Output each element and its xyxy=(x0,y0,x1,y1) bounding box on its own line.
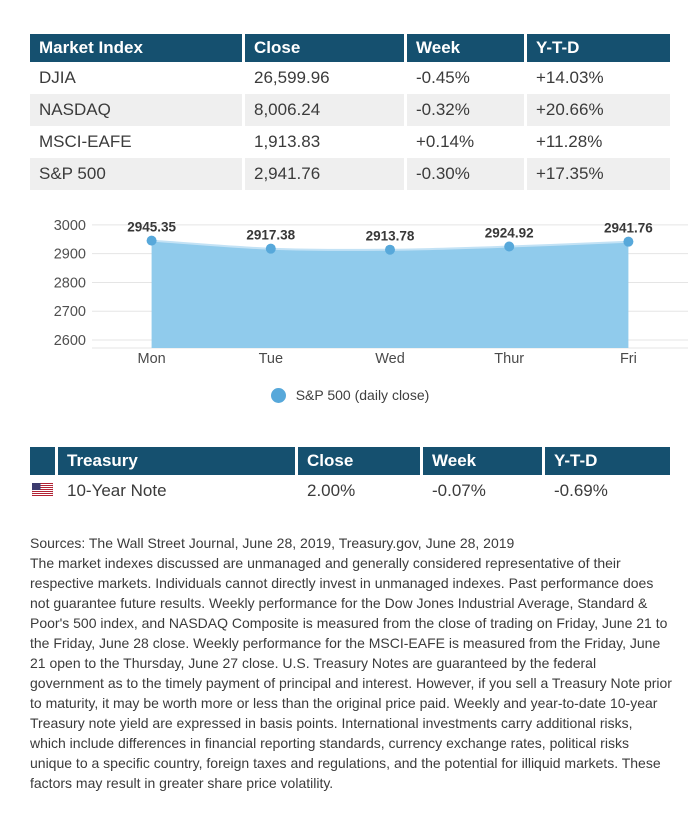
x-axis-label: Fri xyxy=(619,351,637,367)
data-point-label: 2917.38 xyxy=(246,227,296,243)
chart-legend xyxy=(30,385,670,405)
legend-label: S&P 500 (daily close) xyxy=(295,387,430,403)
y-axis-tick: 2600 xyxy=(53,332,86,349)
sp500-chart-canvas xyxy=(30,214,700,370)
column-header-ytd: Y-T-D xyxy=(545,447,670,475)
table-row-msci-eafe xyxy=(30,126,670,158)
treasury-name: 10-Year Note xyxy=(58,475,298,507)
index-name: MSCI-EAFE xyxy=(30,126,245,158)
table-row-nasdaq xyxy=(30,94,670,126)
sp500-area-chart xyxy=(30,214,670,405)
table-row-sp500 xyxy=(30,158,670,190)
x-axis-label: Tue xyxy=(258,351,284,367)
data-point-label: 2941.76 xyxy=(603,220,653,236)
treasury-week: -0.07% xyxy=(423,475,545,507)
x-axis-label: Mon xyxy=(137,351,166,367)
index-ytd: +17.35% xyxy=(527,158,670,190)
treasury-table-header-row xyxy=(30,447,670,475)
index-name: DJIA xyxy=(30,62,245,94)
y-axis-tick: 3000 xyxy=(53,217,86,234)
column-header-week: Week xyxy=(407,34,527,62)
y-axis-tick: 2800 xyxy=(53,275,86,292)
data-point-label: 2913.78 xyxy=(365,228,415,244)
index-close: 2,941.76 xyxy=(245,158,407,190)
index-week: -0.30% xyxy=(407,158,527,190)
index-week: -0.45% xyxy=(407,62,527,94)
column-header-flag xyxy=(30,447,58,475)
data-point xyxy=(266,244,276,254)
treasury-close: 2.00% xyxy=(298,475,423,507)
us-flag-icon xyxy=(32,483,53,496)
y-axis-tick: 2700 xyxy=(53,304,86,321)
data-point xyxy=(504,242,514,252)
data-point xyxy=(623,237,633,247)
column-header-market-index: Market Index xyxy=(30,34,245,62)
index-close: 8,006.24 xyxy=(245,94,407,126)
sources-line: Sources: The Wall Street Journal, June 28, 2019, Treasury.gov, June 28, 2019 xyxy=(30,535,515,551)
index-week: -0.32% xyxy=(407,94,527,126)
market-index-table xyxy=(30,34,670,190)
x-axis-label: Wed xyxy=(375,351,405,367)
index-name: NASDAQ xyxy=(30,94,245,126)
index-close: 26,599.96 xyxy=(245,62,407,94)
data-point-label: 2924.92 xyxy=(484,225,534,241)
column-header-treasury: Treasury xyxy=(58,447,298,475)
column-header-ytd: Y-T-D xyxy=(527,34,670,62)
y-axis-tick: 2900 xyxy=(53,246,86,263)
column-header-close: Close xyxy=(245,34,407,62)
disclaimer-text: The market indexes discussed are unmanaged and generally considered representative of their respective markets. Individuals cannot directly invest in unmanaged indexes. Past performance does not guarantee future results. Weekly performance for the Dow Jones Industrial Average, Standard & Poor's 500 index, and NASDAQ Composite is measured from the close of trading on Friday, June 21 to the Friday, June 28 close. Weekly performance for the MSCI-EAFE is measured from the Friday, June 21 open to the Thursday, June 27 close. U.S. Treasury Notes are guaranteed by the federal government as to the timely payment of principal and interest. However, if you sell a Treasury Note prior to maturity, it may be worth more or less than the original price paid. Weekly and year-to-date 10-year Treasury note yield are expressed in basis points. International investments carry additional risks, which include differences in financial reporting standards, currency exchange rates, political risks unique to a specific country, foreign taxes and regulations, and the potential for illiquid markets. These factors may result in greater share price volatility. xyxy=(30,555,672,791)
x-axis-label: Thur xyxy=(494,351,525,367)
column-header-close: Close xyxy=(298,447,423,475)
data-point xyxy=(147,236,157,246)
footer-disclosures xyxy=(30,533,672,793)
index-ytd: +11.28% xyxy=(536,132,603,151)
data-point xyxy=(385,245,395,255)
index-close: 1,913.83 xyxy=(245,126,407,158)
flag-cell xyxy=(30,475,58,507)
legend-marker-icon xyxy=(271,388,286,403)
table-row-djia xyxy=(30,62,670,94)
column-header-week: Week xyxy=(423,447,545,475)
treasury-ytd: -0.69% xyxy=(554,481,608,500)
area-fill xyxy=(152,241,629,348)
data-point-label: 2945.35 xyxy=(127,219,177,235)
index-ytd: +20.66% xyxy=(527,94,670,126)
index-week: +0.14% xyxy=(407,126,527,158)
market-table-header-row xyxy=(30,34,670,62)
table-row-10-year-note xyxy=(30,475,670,507)
treasury-table xyxy=(30,447,670,507)
index-name: S&P 500 xyxy=(30,158,245,190)
index-ytd: +14.03% xyxy=(536,68,604,87)
